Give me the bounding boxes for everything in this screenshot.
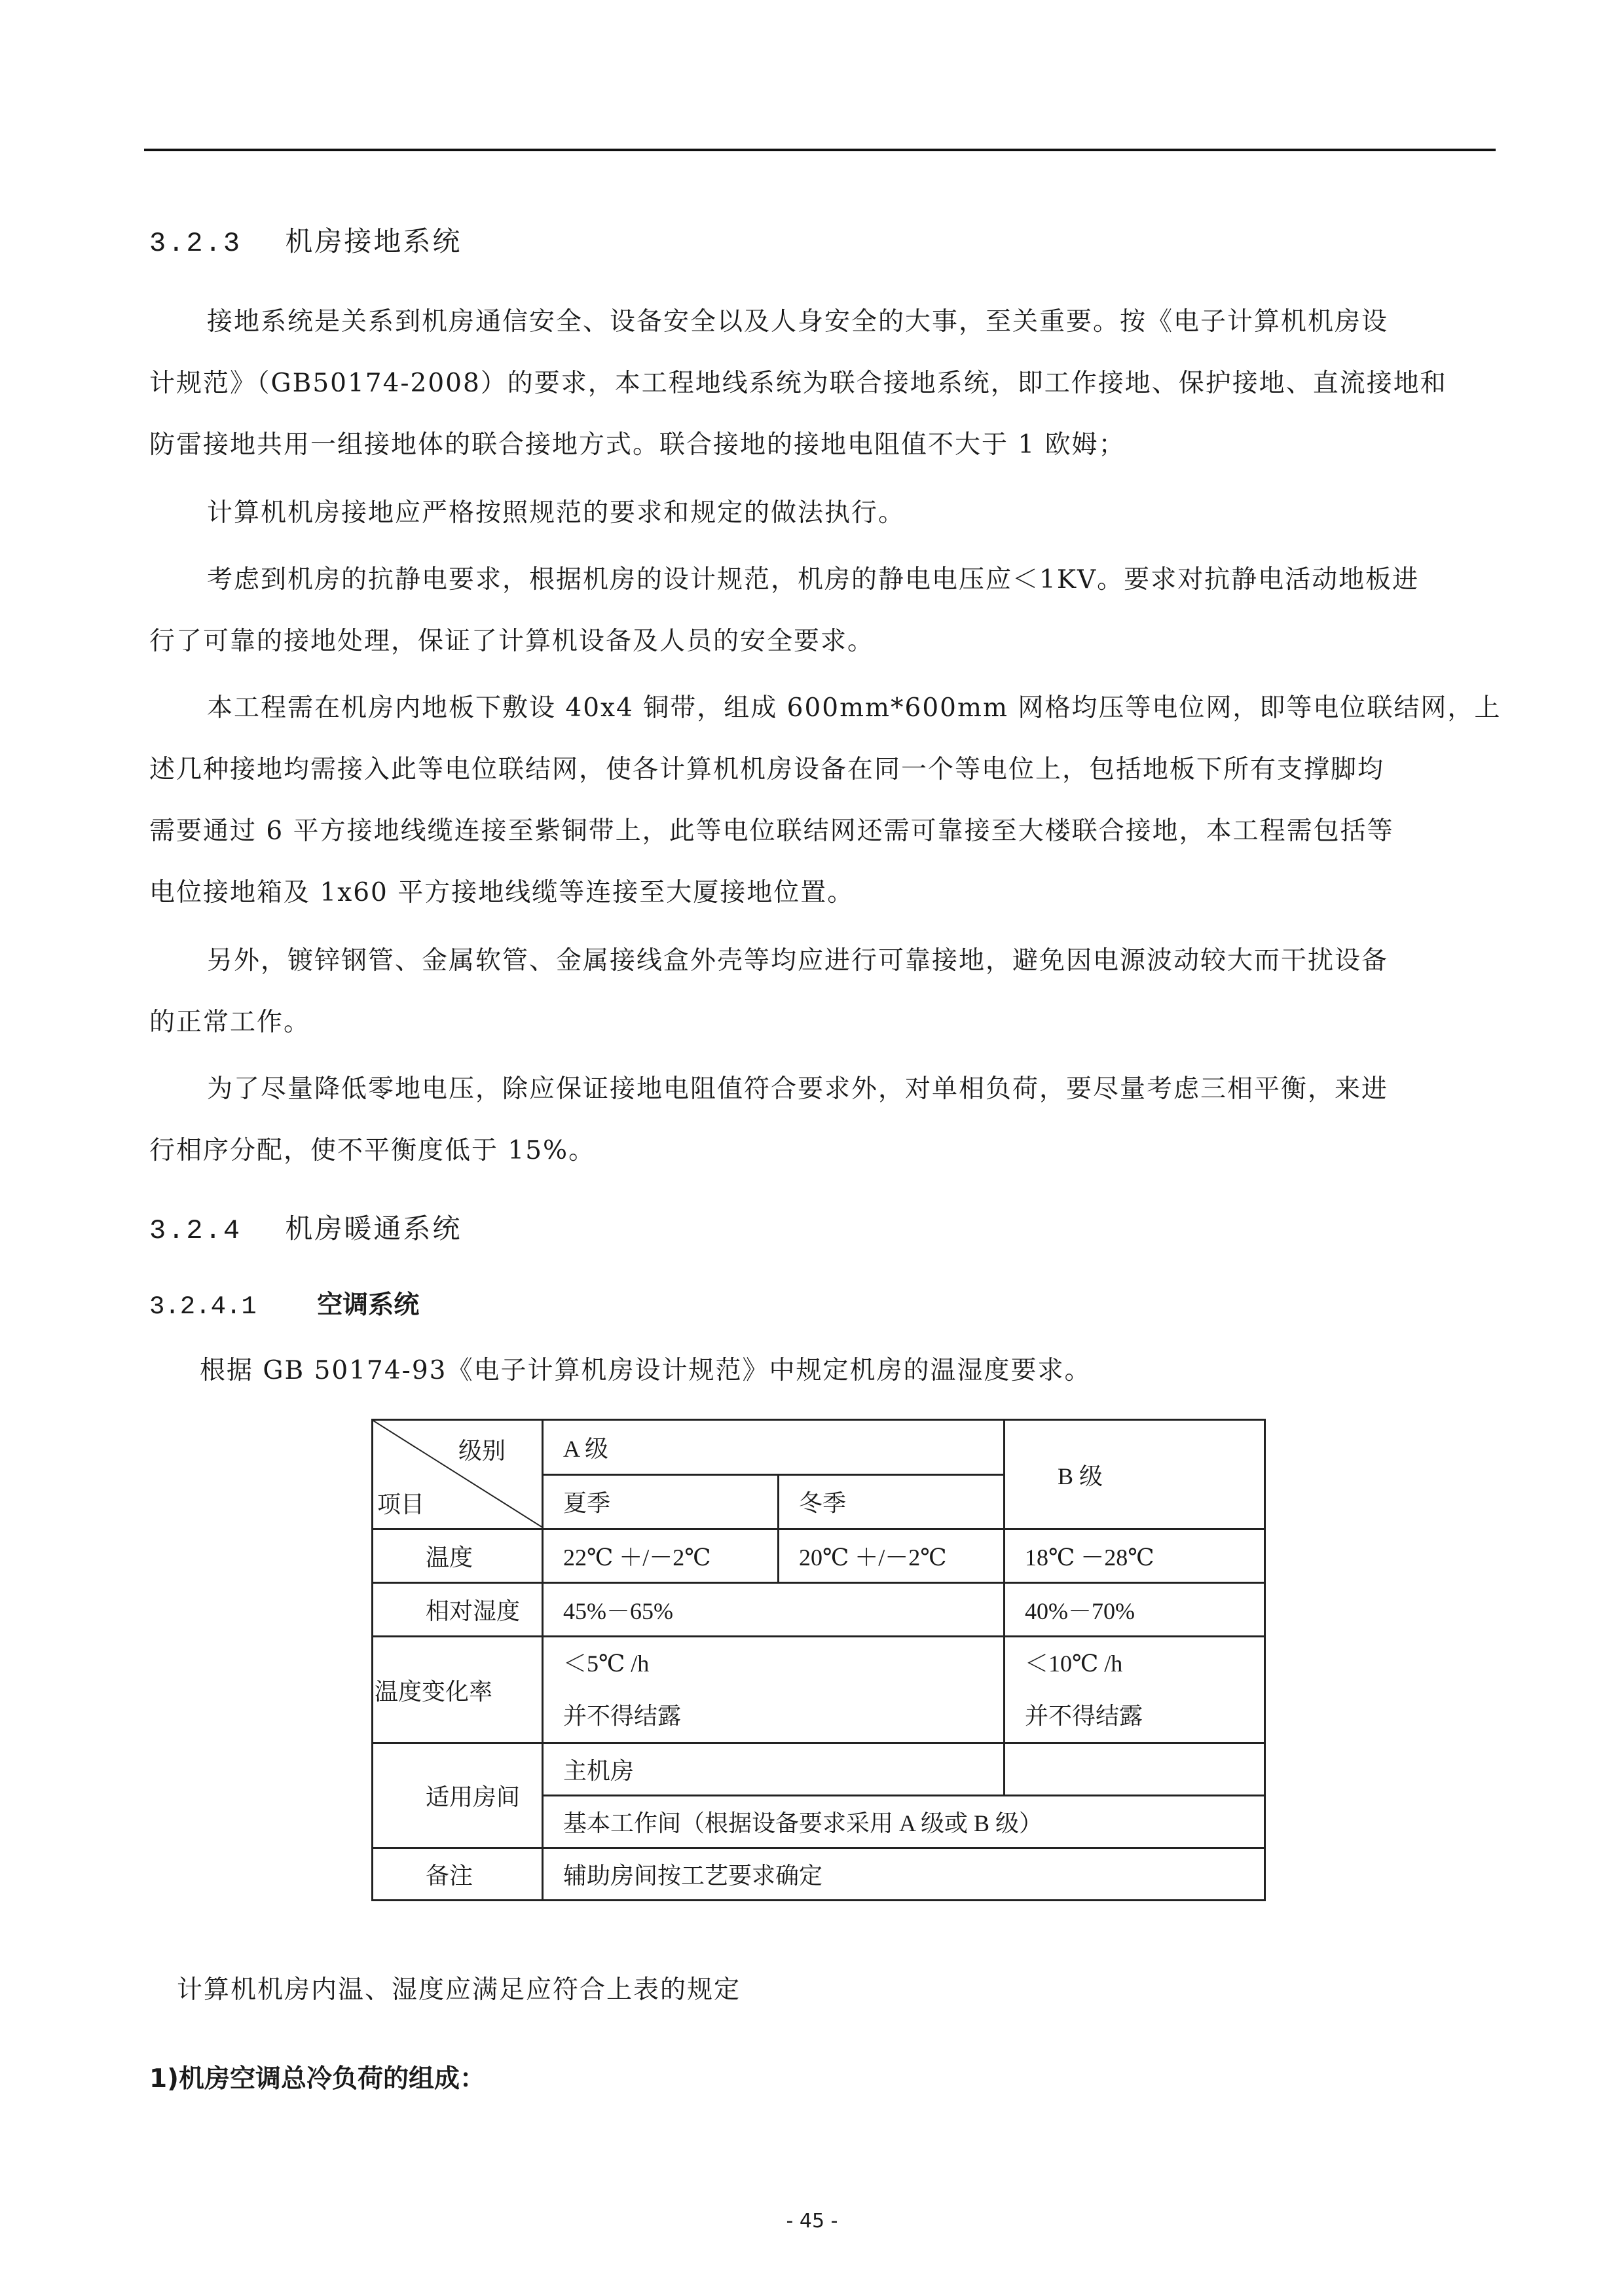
room-label: 适用房间 — [373, 1743, 543, 1848]
temp-label: 温度 — [373, 1529, 543, 1583]
humidity-a: 45%－65% — [543, 1583, 1005, 1637]
temp-a-summer: 22℃ ＋/－2℃ — [543, 1529, 779, 1583]
list-item-heading: 1)机房空调总冷负荷的组成： — [149, 2064, 485, 2094]
rate-b-line2: 并不得结露 — [1025, 1703, 1143, 1729]
rate-label: 温度变化率 — [373, 1637, 543, 1743]
grade-b-header: B 级 — [1005, 1420, 1265, 1529]
room-a2: 基本工作间（根据设备要求采用 A 级或 B 级） — [543, 1796, 1265, 1848]
temperature-humidity-table — [371, 1419, 1266, 1901]
paragraph-line: 行了可靠的接地处理，保证了计算机设备及人员的安全要求。 — [149, 627, 875, 656]
temp-a-winter: 20℃ ＋/－2℃ — [779, 1529, 1005, 1583]
paragraph-line: 另外，镀锌钢管、金属软管、金属接线盒外壳等均应进行可靠接地，避免因电源波动较大而干扰设备 — [207, 946, 1389, 975]
paragraph-line: 本工程需在机房内地板下敷设 40x4 铜带，组成 600mm*600mm 网格均压等电位网，即等电位联结网，上 — [207, 693, 1502, 723]
rate-a-line2: 并不得结露 — [563, 1703, 682, 1729]
humidity-b: 40%－70% — [1005, 1583, 1265, 1637]
paragraph-line: 行相序分配，使不平衡度低于 15%。 — [149, 1136, 596, 1165]
winter-header: 冬季 — [779, 1474, 1005, 1529]
summer-header: 夏季 — [543, 1474, 779, 1529]
paragraph-line: 计算机机房接地应严格按照规范的要求和规定的做法执行。 — [207, 498, 906, 528]
rate-b — [1005, 1637, 1265, 1743]
note-value: 辅助房间按工艺要求确定 — [543, 1848, 1265, 1901]
temp-b: 18℃ －28℃ — [1005, 1529, 1265, 1583]
paragraph-line: 计规范》（GB50174-2008）的要求，本工程地线系统为联合接地系统，即工作接地、保护接地、直流接地和 — [149, 369, 1447, 398]
section-title: 机房暖通系统 — [285, 1212, 462, 1245]
section-heading-323 — [149, 220, 462, 259]
paragraph-line: 防雷接地共用一组接地体的联合接地方式。联合接地的接地电阻值不大于 1 欧姆； — [149, 430, 1126, 460]
grade-a-header: A 级 — [543, 1420, 1005, 1475]
section-number: 3.2.3 — [149, 228, 242, 259]
rate-a-line1: ＜5℃ /h — [563, 1650, 650, 1677]
section-number: 3.2.4.1 — [149, 1292, 257, 1321]
paragraph-line: 为了尽量降低零地电压，除应保证接地电阻值符合要求外，对单相负荷，要尽量考虑三相平衡，来进 — [207, 1074, 1389, 1104]
subsection-heading-3241 — [149, 1285, 419, 1321]
paragraph-line: 电位接地箱及 1x60 平方接地线缆等连接至大厦接地位置。 — [149, 878, 855, 907]
room-a1: 主机房 — [543, 1743, 1005, 1796]
note-label: 备注 — [373, 1848, 543, 1901]
rate-a — [543, 1637, 1005, 1743]
humidity-label: 相对湿度 — [373, 1583, 543, 1637]
table-intro: 根据 GB 50174-93《电子计算机房设计规范》中规定机房的温湿度要求。 — [200, 1356, 1092, 1385]
paragraph-line: 接地系统是关系到机房通信安全、设备安全以及人身安全的大事，至关重要。按《电子计算机机房设 — [207, 307, 1389, 337]
after-table-text: 计算机机房内温、湿度应满足应符合上表的规定 — [177, 1975, 741, 2005]
table-corner-cell — [373, 1420, 543, 1529]
corner-bottom-label: 项目 — [377, 1491, 425, 1518]
paragraph-line: 需要通过 6 平方接地线缆连接至紫铜带上，此等电位联结网还需可靠接至大楼联合接地，本工程需包括等 — [149, 816, 1394, 846]
paragraph-line: 考虑到机房的抗静电要求，根据机房的设计规范，机房的静电电压应＜1KV。要求对抗静电活动地板进 — [207, 565, 1420, 594]
section-number: 3.2.4 — [149, 1215, 242, 1247]
corner-top-label: 级别 — [458, 1438, 506, 1464]
section-title: 空调系统 — [317, 1290, 420, 1320]
page-number: - 45 - — [786, 2210, 838, 2232]
section-heading-324 — [149, 1207, 462, 1247]
rate-b-line1: ＜10℃ /h — [1025, 1650, 1123, 1677]
room-b1 — [1005, 1743, 1265, 1796]
paragraph-line: 述几种接地均需接入此等电位联结网，使各计算机机房设备在同一个等电位上，包括地板下所有支撑脚均 — [149, 755, 1385, 784]
section-title: 机房接地系统 — [285, 225, 462, 257]
paragraph-line: 的正常工作。 — [149, 1008, 311, 1037]
header-rule — [144, 149, 1496, 151]
